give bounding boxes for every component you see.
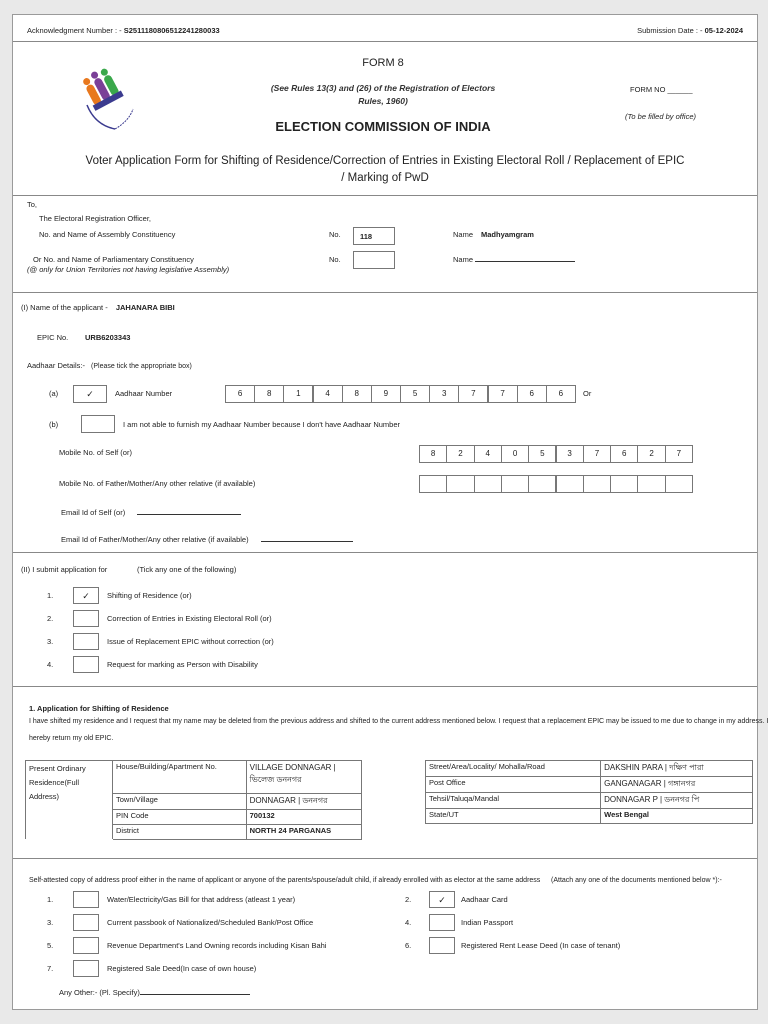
mobile-self-digit-box[interactable]: 7	[665, 445, 693, 463]
submission-date: 05-12-2024	[704, 26, 743, 35]
town-value: DONNAGAR | ডননগর	[246, 794, 361, 810]
aadhaar-tick-note: (Please tick the appropriate box)	[91, 363, 192, 370]
purpose-option-checkbox[interactable]	[73, 656, 99, 673]
aadhaar-digit-box[interactable]: 7	[458, 385, 488, 403]
mobile-self-digit-box[interactable]: 0	[501, 445, 529, 463]
epic-number: URB6203343	[85, 333, 131, 342]
form-page	[12, 14, 768, 1010]
district-label: District	[113, 825, 247, 840]
aadhaar-digit-boxes[interactable]	[225, 385, 575, 403]
applicant-name-row	[21, 303, 175, 312]
purpose-label: (II) I submit application for	[21, 565, 108, 574]
parliament-name-label: Name	[453, 255, 575, 264]
form-heading-line-2: / Marking of PwD	[341, 172, 429, 184]
rules-reference	[233, 82, 533, 108]
rules-line-2: Rules, 1960)	[358, 96, 408, 106]
proof-left-option-checkbox[interactable]	[73, 960, 99, 977]
mobile-relative-digit-box[interactable]	[610, 475, 638, 493]
pin-value: 700132	[246, 810, 361, 825]
aadhaar-number-label: Aadhaar Number	[115, 389, 173, 398]
shifting-paragraph-line-1: I have shifted my residence and I request that my name may be deleted from the previous address and shifted to the current address mentioned below. I request that a replacement EPIC may be issued to me due to change in my address. I	[29, 718, 768, 725]
form-heading-line-1: Voter Application Form for Shifting of Residence/Correction of Entries in Existing Electoral Roll / Replacement of EPIC	[85, 155, 685, 167]
parliament-no-field[interactable]	[353, 251, 395, 269]
other-proof-row	[59, 988, 250, 997]
proof-intro: Self-attested copy of address proof either in the name of applicant or anyone of the parents/spouse/adult child, if already enrolled with as elector at the same address	[29, 877, 541, 884]
mobile-self-digit-box[interactable]: 7	[583, 445, 611, 463]
purpose-option-label: Issue of Replacement EPIC without correction (or)	[107, 637, 274, 646]
proof-right-option-label: Registered Rent Lease Deed (In case of tenant)	[461, 941, 621, 950]
mobile-self-digit-box[interactable]: 8	[419, 445, 447, 463]
commission-title: ELECTION COMMISSION OF INDIA	[275, 119, 491, 134]
no-aadhaar-text: I am not able to furnish my Aadhaar Number because I don't have Aadhaar Number	[123, 420, 401, 429]
applicant-name-label: (I) Name of the applicant -	[21, 303, 108, 312]
district-value: NORTH 24 PARGANAS	[246, 825, 361, 840]
purpose-tick-note: (Tick any one of the following)	[137, 565, 237, 574]
proof-right-option-number: 4.	[405, 918, 412, 927]
parliament-note: (@ only for Union Territories not having legislative Assembly)	[27, 265, 230, 274]
ack-number: S2511180806512241280033	[123, 26, 220, 35]
tehsil-label: Tehsil/Taluqa/Mandal	[426, 793, 601, 809]
submission-label: Submission Date : -	[637, 26, 703, 35]
post-office-label: Post Office	[426, 777, 601, 793]
aadhaar-number-checkbox[interactable]: ✓	[73, 385, 107, 403]
purpose-option-label: Correction of Entries in Existing Electoral Roll (or)	[107, 614, 272, 623]
proof-left-option-label: Revenue Department's Land Owning records including Kisan Bahi	[107, 941, 327, 950]
proof-left-option-number: 1.	[47, 895, 54, 904]
street-value: DAKSHIN PARA | দক্ষিণ পারা	[601, 761, 753, 777]
proof-left-option-checkbox[interactable]	[73, 914, 99, 931]
purpose-option-checkbox[interactable]	[73, 633, 99, 650]
proof-right-option-number: 2.	[405, 895, 412, 904]
other-proof-field[interactable]	[140, 994, 250, 995]
mobile-self-digit-box[interactable]: 5	[528, 445, 556, 463]
proof-attach-note: (Attach any one of the documents mentioned below *):-	[551, 877, 722, 884]
proof-right-option-checkbox[interactable]	[429, 914, 455, 931]
proof-left-option-checkbox[interactable]	[73, 937, 99, 954]
aadhaar-digit-box[interactable]: 1	[283, 385, 313, 403]
aadhaar-details-label: Aadhaar Details:-	[27, 361, 85, 370]
email-self-field[interactable]	[137, 514, 241, 515]
option-b-label: (b)	[49, 420, 59, 429]
form-heading	[13, 153, 757, 187]
form-number-title: FORM 8	[362, 57, 404, 69]
purpose-option-label: Request for marking as Person with Disability	[107, 660, 258, 669]
mobile-relative-label: Mobile No. of Father/Mother/Any other relative (if available)	[59, 479, 256, 488]
proof-left-option-checkbox[interactable]	[73, 891, 99, 908]
assembly-label: No. and Name of Assembly Constituency	[39, 230, 176, 239]
aadhaar-digit-box[interactable]: 8	[254, 385, 284, 403]
proof-left-option-label: Current passbook of Nationalized/Scheduled Bank/Post Office	[107, 918, 314, 927]
state-label: State/UT	[426, 809, 601, 824]
present-address-label: Present Ordinary Residence(Full Address)	[26, 761, 113, 840]
aadhaar-digit-box[interactable]: 6	[517, 385, 547, 403]
mobile-relative-digit-box[interactable]	[556, 475, 584, 493]
proof-right-option-checkbox[interactable]	[429, 937, 455, 954]
proof-right-option-label: Aadhaar Card	[461, 895, 508, 904]
street-label: Street/Area/Locality/ Mohalla/Road	[426, 761, 601, 777]
epic-label: EPIC No.	[37, 333, 69, 342]
email-self-label: Email Id of Self (or)	[61, 508, 126, 517]
assembly-name-value: Madhyamgram	[481, 230, 534, 239]
email-self-row	[61, 508, 241, 517]
town-label: Town/Village	[113, 794, 247, 810]
proof-right-option-label: Indian Passport	[461, 918, 514, 927]
purpose-option-checkbox[interactable]	[73, 610, 99, 627]
assembly-name-label: Name	[453, 230, 474, 239]
applicant-name: JAHANARA BIBI	[115, 303, 175, 312]
email-relative-field[interactable]	[261, 541, 353, 542]
mobile-relative-digit-boxes[interactable]	[419, 475, 692, 493]
proof-left-option-number: 3.	[47, 918, 54, 927]
assembly-no-label: No.	[329, 230, 341, 239]
purpose-option-number: 1.	[47, 591, 54, 600]
mobile-self-digit-box[interactable]: 4	[474, 445, 502, 463]
post-office-value: GANGANAGAR | গঙ্গানগর	[601, 777, 753, 793]
proof-left-option-number: 5.	[47, 941, 54, 950]
purpose-option-number: 2.	[47, 614, 54, 623]
aadhaar-digit-box[interactable]: 3	[429, 385, 459, 403]
office-note: (To be filled by office)	[625, 112, 697, 121]
other-proof-label: Any Other:- (Pl. Specify)	[59, 988, 140, 997]
rules-line-1: (See Rules 13(3) and (26) of the Registration of Electors	[270, 83, 496, 93]
mobile-relative-digit-box[interactable]	[637, 475, 665, 493]
mobile-relative-digit-box[interactable]	[446, 475, 474, 493]
option-a-label: (a)	[49, 389, 59, 398]
mobile-relative-digit-box[interactable]	[665, 475, 693, 493]
parliament-no-label: No.	[329, 255, 341, 264]
ack-label: Acknowledgment Number : -	[27, 26, 122, 35]
aadhaar-digit-box[interactable]: 4	[313, 385, 343, 403]
shifting-heading: 1. Application for Shifting of Residence	[29, 704, 169, 713]
no-aadhaar-checkbox[interactable]	[81, 415, 115, 433]
aadhaar-digit-box[interactable]: 6	[546, 385, 576, 403]
mobile-relative-digit-box[interactable]	[501, 475, 529, 493]
mobile-relative-digit-box[interactable]	[419, 475, 447, 493]
pin-label: PIN Code	[113, 810, 247, 825]
submission-row	[637, 26, 743, 35]
proof-left-option-label: Water/Electricity/Gas Bill for that address (atleast 1 year)	[107, 895, 296, 904]
shifting-paragraph-line-2: hereby return my old EPIC.	[29, 735, 114, 742]
mobile-self-digit-box[interactable]: 6	[610, 445, 638, 463]
house-value: VILLAGE DONNAGAR | ভিলেজ ডননগর	[246, 761, 361, 794]
mobile-self-digit-box[interactable]: 2	[446, 445, 474, 463]
aadhaar-digit-box[interactable]: 9	[371, 385, 401, 403]
to-label: To,	[27, 200, 38, 209]
proof-right-option-checkbox[interactable]: ✓	[429, 891, 455, 908]
address-table-left	[25, 760, 362, 840]
mobile-relative-digit-box[interactable]	[474, 475, 502, 493]
mobile-relative-digit-box[interactable]	[583, 475, 611, 493]
purpose-option-checkbox[interactable]: ✓	[73, 587, 99, 604]
eci-logo	[81, 63, 137, 133]
mobile-self-digit-box[interactable]: 3	[556, 445, 584, 463]
address-table-right	[425, 760, 753, 824]
aadhaar-digit-box[interactable]: 5	[400, 385, 430, 403]
aadhaar-details-row	[27, 361, 192, 370]
email-relative-label: Email Id of Father/Mother/Any other relative (if available)	[61, 535, 249, 544]
mobile-self-label: Mobile No. of Self (or)	[59, 448, 132, 457]
form-no-field: FORM NO ______	[630, 85, 693, 94]
proof-right-option-number: 6.	[405, 941, 412, 950]
purpose-option-number: 4.	[47, 660, 54, 669]
email-relative-row	[61, 535, 353, 544]
purpose-option-label: Shifting of Residence (or)	[107, 591, 192, 600]
house-label: House/Building/Apartment No.	[113, 761, 247, 794]
proof-left-option-label: Registered Sale Deed(In case of own house)	[107, 964, 257, 973]
mobile-self-digit-box[interactable]: 2	[637, 445, 665, 463]
aadhaar-digit-box[interactable]: 6	[225, 385, 255, 403]
purpose-option-number: 3.	[47, 637, 54, 646]
assembly-no-field[interactable]: 118	[353, 227, 395, 245]
officer-label: The Electoral Registration Officer,	[39, 214, 151, 223]
state-value: West Bengal	[601, 809, 753, 824]
mobile-self-digit-boxes[interactable]	[419, 445, 692, 463]
or-label: Or	[583, 389, 592, 398]
aadhaar-digit-box[interactable]: 8	[342, 385, 372, 403]
mobile-relative-digit-box[interactable]	[528, 475, 556, 493]
parliament-label: Or No. and Name of Parliamentary Constituency	[33, 255, 194, 264]
aadhaar-digit-box[interactable]: 7	[488, 385, 518, 403]
acknowledgment-row	[27, 26, 220, 35]
proof-left-option-number: 7.	[47, 964, 54, 973]
tehsil-value: DONNAGAR P | ডননগর পি	[601, 793, 753, 809]
